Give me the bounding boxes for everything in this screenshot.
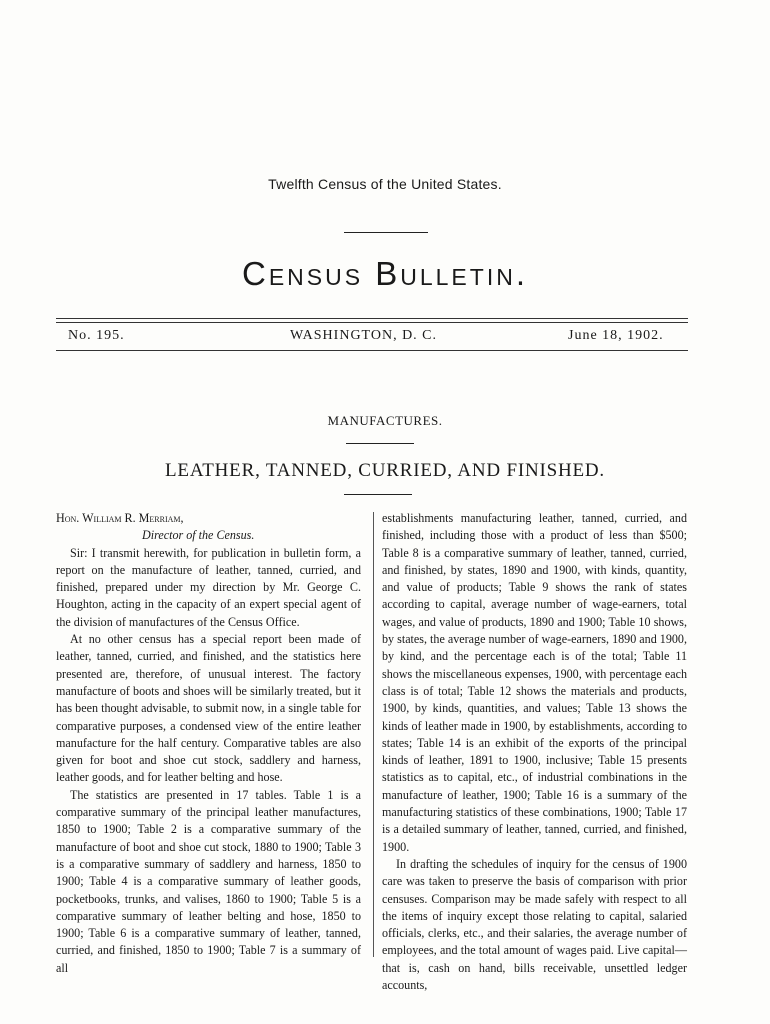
dateline-date: June 18, 1902. [568,328,664,343]
masthead-title: Census Bulletin. [241,255,528,292]
paragraph-tables-list: The statistics are presented in 17 tables. Table 1 is a comparative summary of the principal leather manufactures, 1850 to 1900; Table 2 is a comparative summary of the manufacture of boot and shoe cut stock, 1880 to 1900; Table 3 is a comparative summary of saddlery and harness, 1850 to 1900; Table 4 is a comparative summary of leather goods, pocketbooks, trunks, and valises, 1860 to 1900; Table 5 is a comparative summary of leather belting and hose, 1850 to 1900; Table 6 is a comparative summary of leather, tanned, curried, and finished, 1850 to 1900; Table 7 is a summary of all [56,787,361,975]
masthead-rule-bottom [56,350,688,351]
address-name: Hon. William R. Merriam, [56,511,184,525]
paragraph-transmittal: Sir: I transmit herewith, for publication in bulletin form, a report on the manufacture of leather, tanned, curried, and finished, prepared under my direction by Mr. George C. Houghton, acting in the capacity of an expert special agent of the division of manufactures of the Census Office. [56,545,361,629]
paragraph-tables-continued: establishments manufacturing leather, tanned, curried, and finished, including those with a product of less than $500; Table 8 is a comparative summary of leather, tanned, curried, and finished, by states, 1890 and 1900, with kinds, quantity, and value of products; Table 9 shows the rank of states according to capital, average number of wage-earners, total wages, and value of products, 1890 and 1900; Table 10 shows, by states, the average number of wage-earners, 1890 and 1900, by kind, and the percentage each is of the total; Table 11 shows the miscellaneous expenses, 1900, with percentage each class is of total; Table 12 shows the materials and products, 1900, by kinds, quantities, and values; Table 13 shows the kinds of leather made in 1900, by establishments, according to states; Table 14 is an exhibit of the exports of the principal kinds of leather, 1891 to 1900, inclusive; Table 15 presents statistics as to capital, etc., of industrial combinations in the manufacture of leather, 1900; Table 16 is a summary of the manufacturing statistics of these combinations, 1900; Table 17 is a detailed summary of leather, tanned, curried, and finished, 1900. [382,511,687,854]
title-divider [344,232,428,233]
paragraph-special-report: At no other census has a special report been made of leather, tanned, curried, and finished, and the statistics here presented are, therefore, of unusual interest. The factory manufacture of boots and shoes will be similarly treated, but it has been thought advisable, to submit now, in a single table for comparative purposes, a condensed view of the entire leather manufacture for the half century. Comparative tables are also given for boot and shoe cut stock, saddlery and harness, leather goods, and for leather belting and hose. [56,632,361,785]
dateline-place: WASHINGTON, D. C. [290,328,438,343]
bulletin-number: No. 195. [68,328,125,343]
section-heading: MANUFACTURES. [327,413,443,428]
right-column [382,510,687,994]
address-title: Director of the Census. [142,528,255,543]
paragraph-schedules: In drafting the schedules of inquiry for the census of 1900 care was taken to preserve the basis of comparison with prior censuses. Comparison may be made safely with respect to all the items of inquiry except those relating to capital, salaried officials, clerks, etc., and their salaries, the average number of employees, and the total amount of wages paid. Live capital—that is, cash on hand, bills receivable, unsettled ledger accounts, [382,856,687,993]
article-headline: LEATHER, TANNED, CURRIED, AND FINISHED. [165,460,605,481]
section-divider [346,443,414,444]
census-supertitle: Twelfth Census of the United States. [268,176,502,192]
column-divider [373,512,374,957]
masthead-rule-top [56,318,688,323]
left-column [56,510,361,977]
headline-divider [344,494,412,495]
